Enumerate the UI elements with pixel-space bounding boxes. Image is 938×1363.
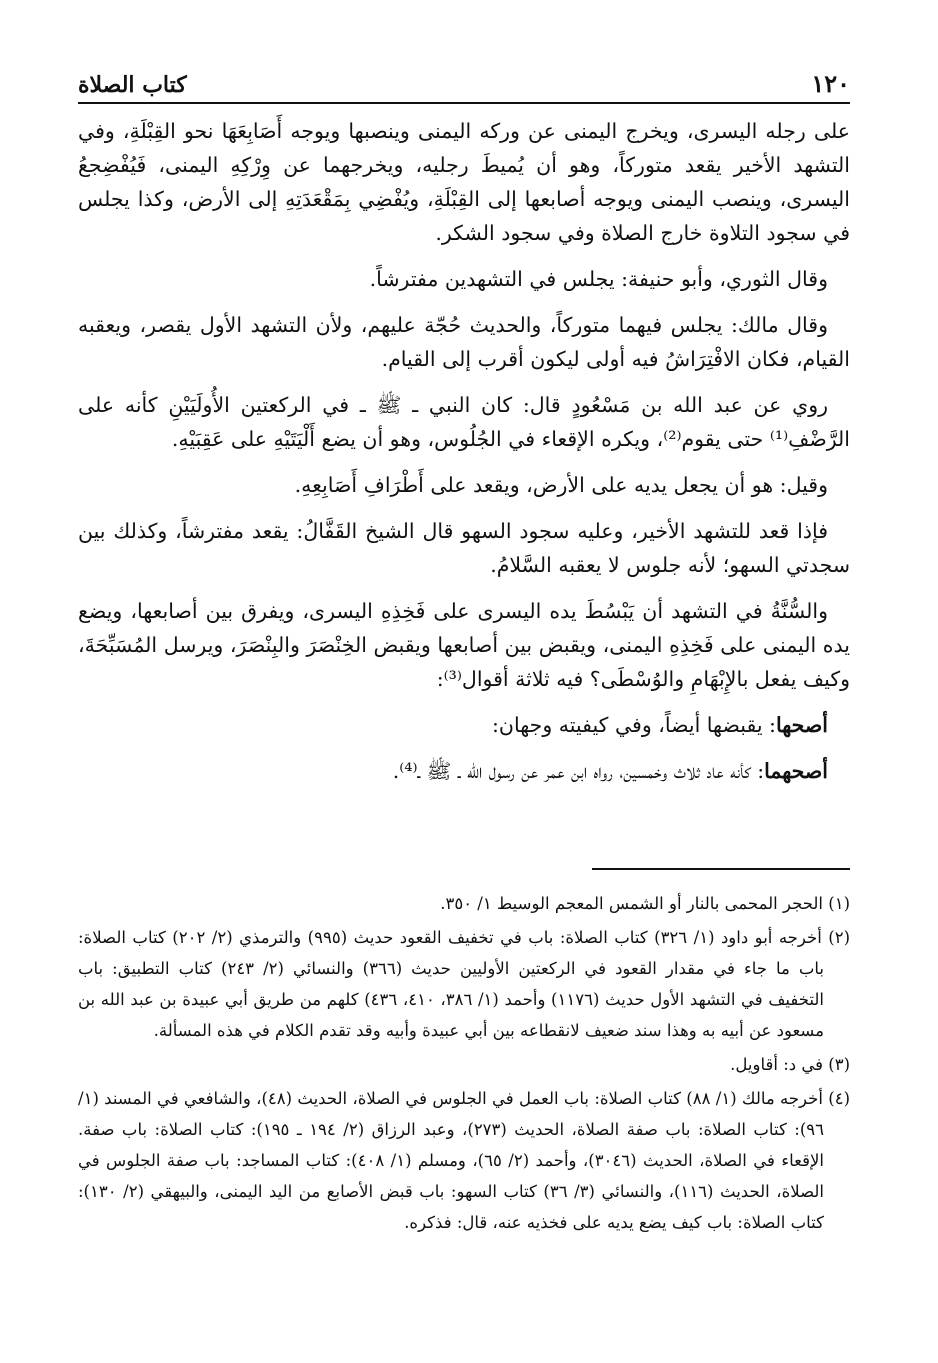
paragraph: وقال مالك: يجلس فيهما متوركاً، والحديث حُجّة عليهم، ولأن التشهد الأول يقصر، ويعقبه القيام، فكان الافْتِرَاشُ فيه أولى ليكون أقرب إلى القيام. [78, 313, 850, 371]
footnote: (٤) أخرجه مالك (١/ ٨٨) كتاب الصلاة: باب العمل في الجلوس في الصلاة، الحديث (٤٨)، والشافعي في المسند (١/ ٩٦): كتاب الصلاة: باب صفة الصلاة، الحديث (٢٧٣)، وعبد الرزاق (٢/ ١٩٤ ـ ١٩٥): كتاب الصلاة: باب صفة. الإقعاء في الصلاة، الحديث (٣٠٤٦)، وأحمد (٢/ ٦٥)، ومسلم (١/ ٤٠٨): كتاب المساجد: باب صفة الجلوس في الصلاة، الحديث (١١٦)، والنسائي (٣/ ٣٦) كتاب السهو: باب قبض الأصابع من اليد اليمنى، والبيهقي (٢/ ١٣٠): كتاب الصلاة: باب كيف يضع يديه على فخذيه عنه، قال: فذكره. [78, 1089, 850, 1232]
footnote: (٢) أخرجه أبو داود (١/ ٣٢٦) كتاب الصلاة: باب في تخفيف القعود حديث (٩٩٥) والترمذي (٢/ ٢٠٢) كتاب الصلاة: باب ما جاء في مقدار القعود في الركعتين الأوليين حديث (٣٦٦) والنسائي (٢/ ٢٤٣) كتاب التطبيق: باب التخفيف في التشهد الأول حديث (١١٧٦) وأحمد (١/ ٣٨٦، ٤١٠، ٤٣٦) كلهم من طريق أبي عبيدة بن عبد الله بن مسعود عن أبيه به وهذا سند ضعيف لانقطاعه بين أبي عبيدة وأبيه وقد تقدم الكلام في هذه المسألة. [78, 928, 850, 1040]
footnotes [78, 888, 850, 1241]
paragraph: على رجله اليسرى، ويخرج اليمنى عن وركه اليمنى وينصبها ويوجه أَصَابِعَهَا نحو القِبْلَةِ، وفي التشهد الأخير يقعد متوركاً، وهو أن يُميطَ رجليه، ويخرجهما عن وِرْكِهِ اليمنى، فَيُفْضِجعُ اليسرى، وينصب اليمنى ويوجه أصابعها إلى القِبْلَةِ، ويُفْضِي بِمَقْعَدَتِهِ إلى الأرض، وكذا يجلس في سجود التلاوة خارج الصلاة وفي سجود الشكر. [78, 119, 850, 245]
page-number: ١٢٠ [811, 69, 850, 98]
paragraph: والسُّنَّةُ في التشهد أن يَبْسُطَ يده اليسرى على فَخِذِهِ اليسرى، ويفرق بين أصابعها، ويضع يده اليمنى على فَخِذِهِ اليمنى، ويقبض بين أصابعها ويقبض الخِنْصَرَ والبِنْصَرَ، ويرسل المُسَبِّحَةَ، وكيف يفعل بالإِبْهَامِ والوُسْطَى؟ فيه ثلاثة أقوال⁽³⁾: [78, 599, 850, 691]
running-header [78, 62, 850, 104]
footnote: (١) الحجر المحمى بالنار أو الشمس المعجم الوسيط ١/ ٣٥٠. [440, 894, 850, 913]
paragraph-lead: أصحهما [764, 759, 828, 783]
main-text [78, 114, 850, 788]
paragraph [78, 754, 850, 788]
paragraph-lead: أصحها [775, 713, 828, 737]
paragraph: روي عن عبد الله بن مَسْعُودٍ قال: كان النبي ـ ﷺ ـ في الركعتين الأُولَيَيْنِ كأنه على الرَّضْفِ⁽¹⁾ حتى يقوم⁽²⁾، ويكره الإقعاء في الجُلُوس، وهو أن يضع أَلْيَتَيْهِ على عَقِبَيْهِ. [78, 393, 850, 451]
paragraph-rest: : يقبضها أيضاً، وفي كيفيته وجهان: [492, 713, 776, 737]
paragraph: وقيل: هو أن يجعل يديه على الأرض، ويقعد على أَطْرَافِ أَصَابِعِهِ. [294, 473, 828, 497]
footnote: (٣) في د: أقاويل. [730, 1055, 850, 1074]
book-title: كتاب الصلاة [78, 72, 187, 98]
paragraph [78, 708, 850, 742]
paragraph-rest: : كأنه عاد ثلاث وخمسين، رواه ابن عمر عن رسول الله ـ ﷺ ـ⁽⁴⁾. [392, 759, 765, 783]
footnote-separator [592, 868, 850, 870]
paragraph: وقال الثوري، وأبو حنيفة: يجلس في التشهدين مفترشاً. [369, 267, 828, 291]
book-page [78, 62, 850, 1342]
paragraph: فإذا قعد للتشهد الأخير، وعليه سجود السهو قال الشيخ القَفَّالُ: يقعد مفترشاً، وكذلك بين سجدتي السهو؛ لأنه جلوس لا يعقبه السَّلامُ. [78, 519, 850, 577]
